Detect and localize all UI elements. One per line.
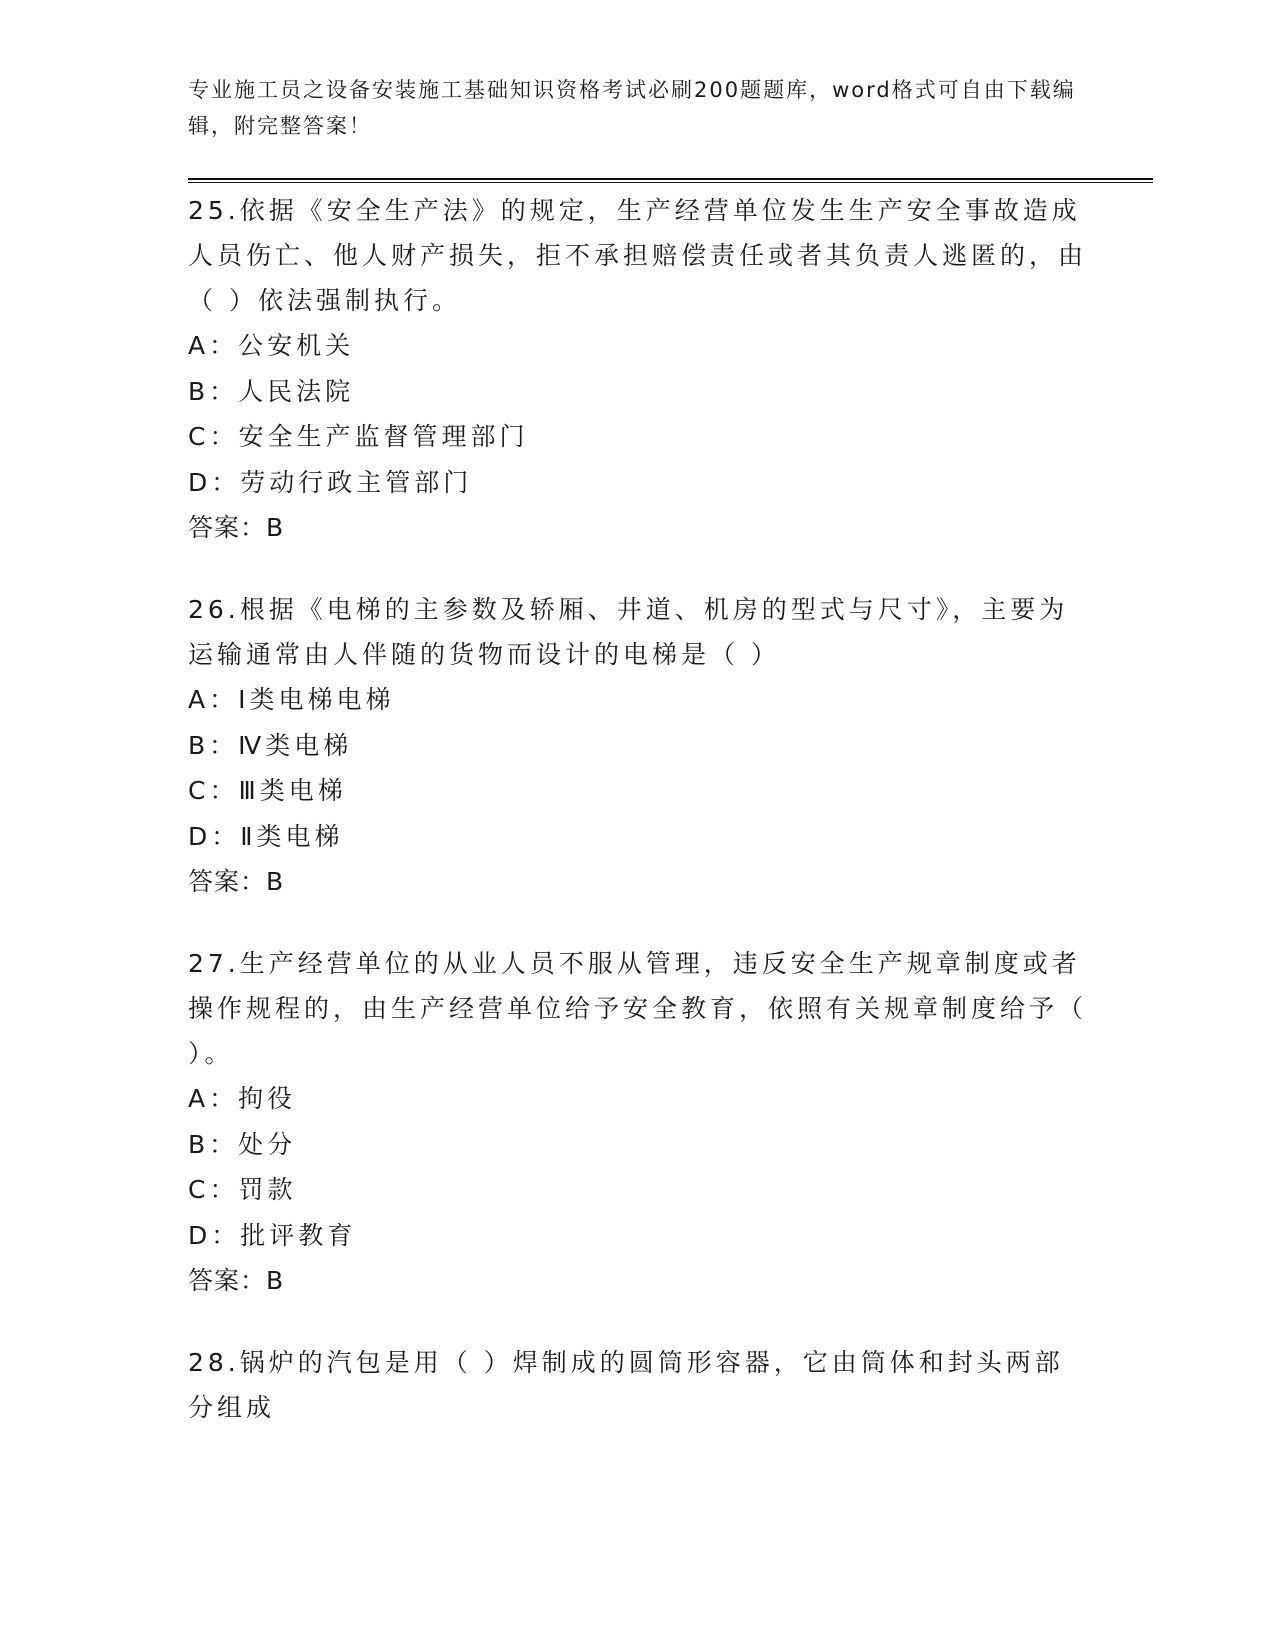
option-b: B：人民法院 [188,376,355,406]
option-b: B：Ⅳ类电梯 [188,730,353,760]
document-header: 专业施工员之设备安装施工基础知识资格考试必刷200题题库，word格式可自由下载编辑，附完整答案！ [188,78,1076,138]
question-28 [188,1340,1088,1430]
option-c: C：安全生产监督管理部门 [188,422,529,451]
question-list [188,188,1088,1467]
option-d: D：批评教育 [188,1220,357,1250]
option-a: A：Ⅰ类电梯电梯 [188,685,395,714]
question-text: 27.生产经营单位的从业人员不服从管理，违反安全生产规章制度或者操作规程的，由生产经营单位给予安全教育，依照有关规章制度给予（ ）。 [188,949,1088,1068]
header-divider-thin [188,182,1153,183]
answer: 答案：B [188,513,285,542]
question-text: 25.依据《安全生产法》的规定，生产经营单位发生生产安全事故造成人员伤亡、他人财产损失，拒不承担赔偿责任或者其负责人逃匿的，由（ ）依法强制执行。 [188,196,1088,315]
answer: 答案：B [188,867,285,896]
question-text: 28.锅炉的汽包是用（ ）焊制成的圆筒形容器，它由筒体和封头两部分组成 [188,1348,1064,1422]
question-27 [188,941,1088,1303]
option-b: B：处分 [188,1129,297,1159]
question-26 [188,587,1088,904]
option-a: A：公安机关 [188,331,355,360]
option-d: D：劳动行政主管部门 [188,467,473,497]
header-divider-thick [188,178,1153,180]
question-text: 26.根据《电梯的主参数及轿厢、井道、机房的型式与尺寸》，主要为运输通常由人伴随的货物而设计的电梯是（ ） [188,595,1069,669]
question-25 [188,188,1088,550]
option-d: D：Ⅱ类电梯 [188,821,344,851]
option-c: C：Ⅲ类电梯 [188,776,347,805]
option-c: C：罚款 [188,1175,297,1204]
option-a: A：拘役 [188,1084,297,1113]
answer: 答案：B [188,1266,285,1295]
